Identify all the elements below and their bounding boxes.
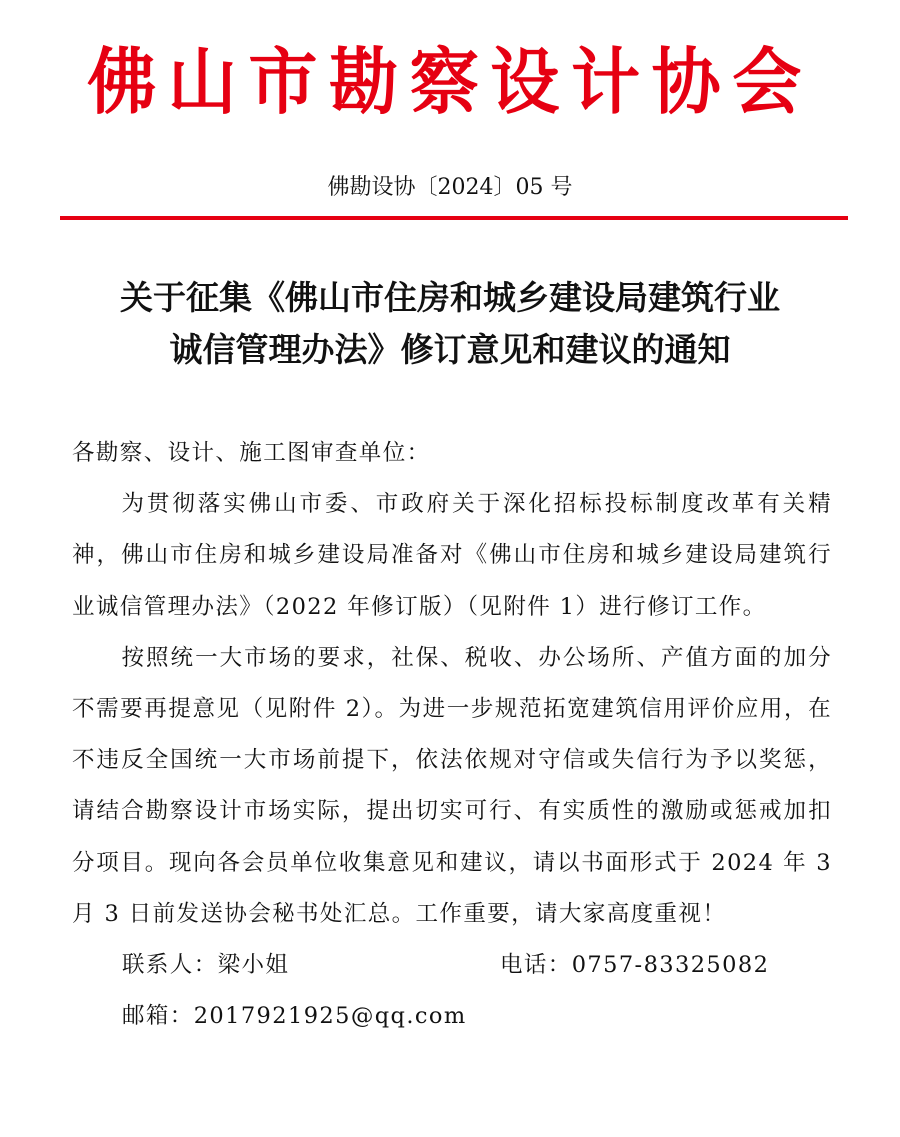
email-row	[72, 991, 832, 1042]
title-line-2: 诚信管理办法》修订意见和建议的通知	[169, 330, 731, 369]
red-divider	[60, 216, 848, 220]
organization-header: 佛山市勘察设计协会	[87, 40, 813, 124]
salutation: 各勘察、设计、施工图审查单位：	[72, 440, 431, 466]
notice-title	[60, 272, 840, 376]
contact-phone: 电话：0757-83325082	[500, 952, 770, 979]
contact-row	[72, 940, 832, 991]
paragraph-2: 按照统一大市场的要求，社保、税收、办公场所、产值方面的加分不需要再提意见（见附件 2）。为进一步规范拓宽建筑信用评价应用，在不违反全国统一大市场前提下，依法依规对守信或失信行为予以奖惩，请结合勘察设计市场实际，提出切实可行、有实质性的激励或惩戒加扣分项目。现向各会员单位收集意见和建议，请以书面形式于 2024 年 3 月 3 日前发送协会秘书处汇总。工作重要，请大家高度重视！	[72, 644, 832, 927]
contact-email: 邮箱：2017921925@qq.com	[122, 1003, 467, 1030]
document-number: 佛勘设协〔2024〕05 号	[327, 175, 573, 200]
notice-body	[72, 428, 832, 1042]
title-line-1: 关于征集《佛山市住房和城乡建设局建筑行业	[120, 278, 780, 317]
contact-person: 联系人：梁小姐	[122, 952, 290, 979]
paragraph-1: 为贯彻落实佛山市委、市政府关于深化招标投标制度改革有关精神，佛山市住房和城乡建设局准备对《佛山市住房和城乡建设局建筑行业诚信管理办法》（2022 年修订版）（见附件 1）进行修订工作。	[72, 491, 832, 620]
